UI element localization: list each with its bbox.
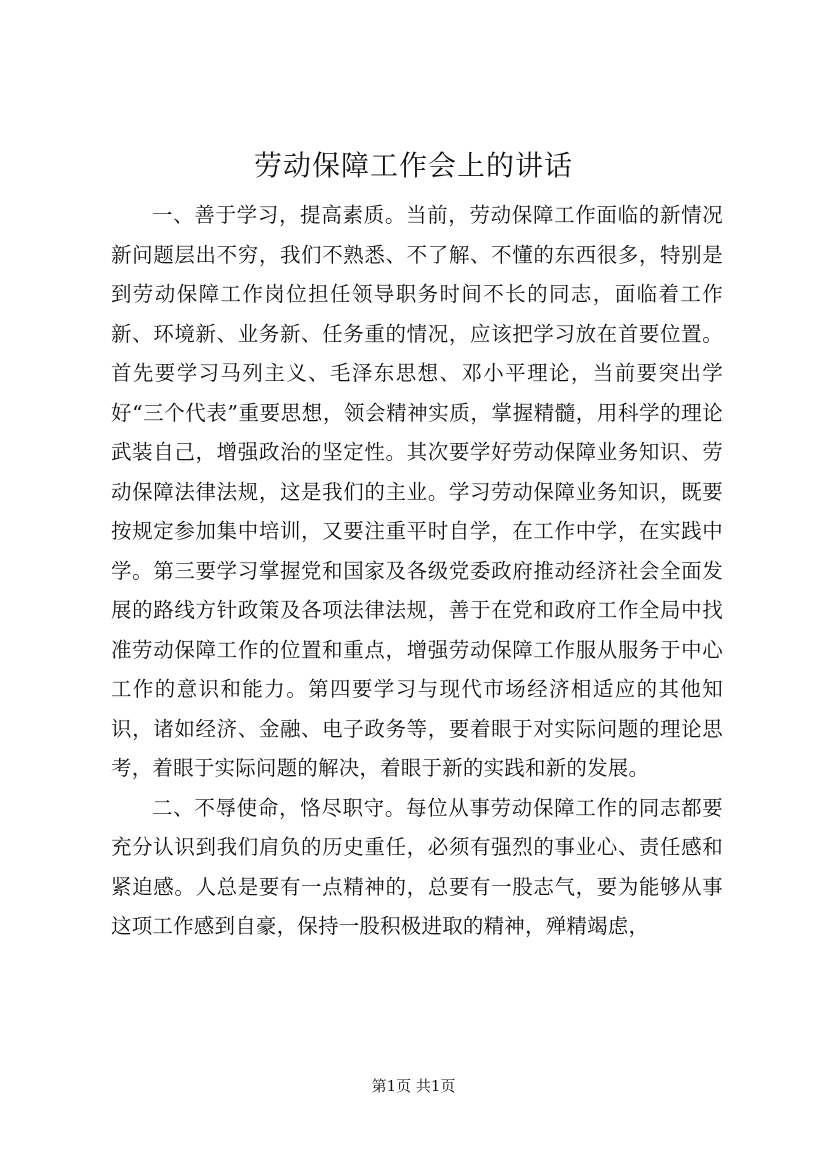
document-body [111,196,723,947]
paragraph-1: 一、善于学习，提高素质。当前，劳动保障工作面临的新情况新问题层出不穷，我们不熟悉、不了解、不懂的东西很多，特别是到劳动保障工作岗位担任领导职务时间不长的同志，面临着工作新、环境新、业务新、任务重的情况，应该把学习放在首要位置。首先要学习马列主义、毛泽东思想、邓小平理论，当前要突出学好“三个代表”重要思想，领会精神实质，掌握精髓，用科学的理论武装自己，增强政治的坚定性。其次要学好劳动保障业务知识、劳动保障法律法规，这是我们的主业。学习劳动保障业务知识，既要按规定参加集中培训，又要注重平时自学，在工作中学，在实践中学。第三要学习掌握党和国家及各级党委政府推动经济社会全面发展的路线方针政策及各项法律法规，善于在党和政府工作全局中找准劳动保障工作的位置和重点，增强劳动保障工作服从服务于中心工作的意识和能力。第四要学习与现代市场经济相适应的其他知识，诸如经济、金融、电子政务等，要着眼于对实际问题的理论思考，着眼于实际问题的解决，着眼于新的实践和新的发展。 [111,203,723,780]
paragraph-2: 二、不辱使命，恪尽职守。每位从事劳动保障工作的同志都要充分认识到我们肩负的历史重任，必须有强烈的事业心、责任感和紧迫感。人总是要有一点精神的，总要有一股志气，要为能够从事这项工作感到自豪，保持一股积极进取的精神，殚精竭虑， [111,795,723,938]
page-footer: 第1页 共1页 [371,1077,456,1095]
document-title: 劳动保障工作会上的讲话 [253,149,573,182]
